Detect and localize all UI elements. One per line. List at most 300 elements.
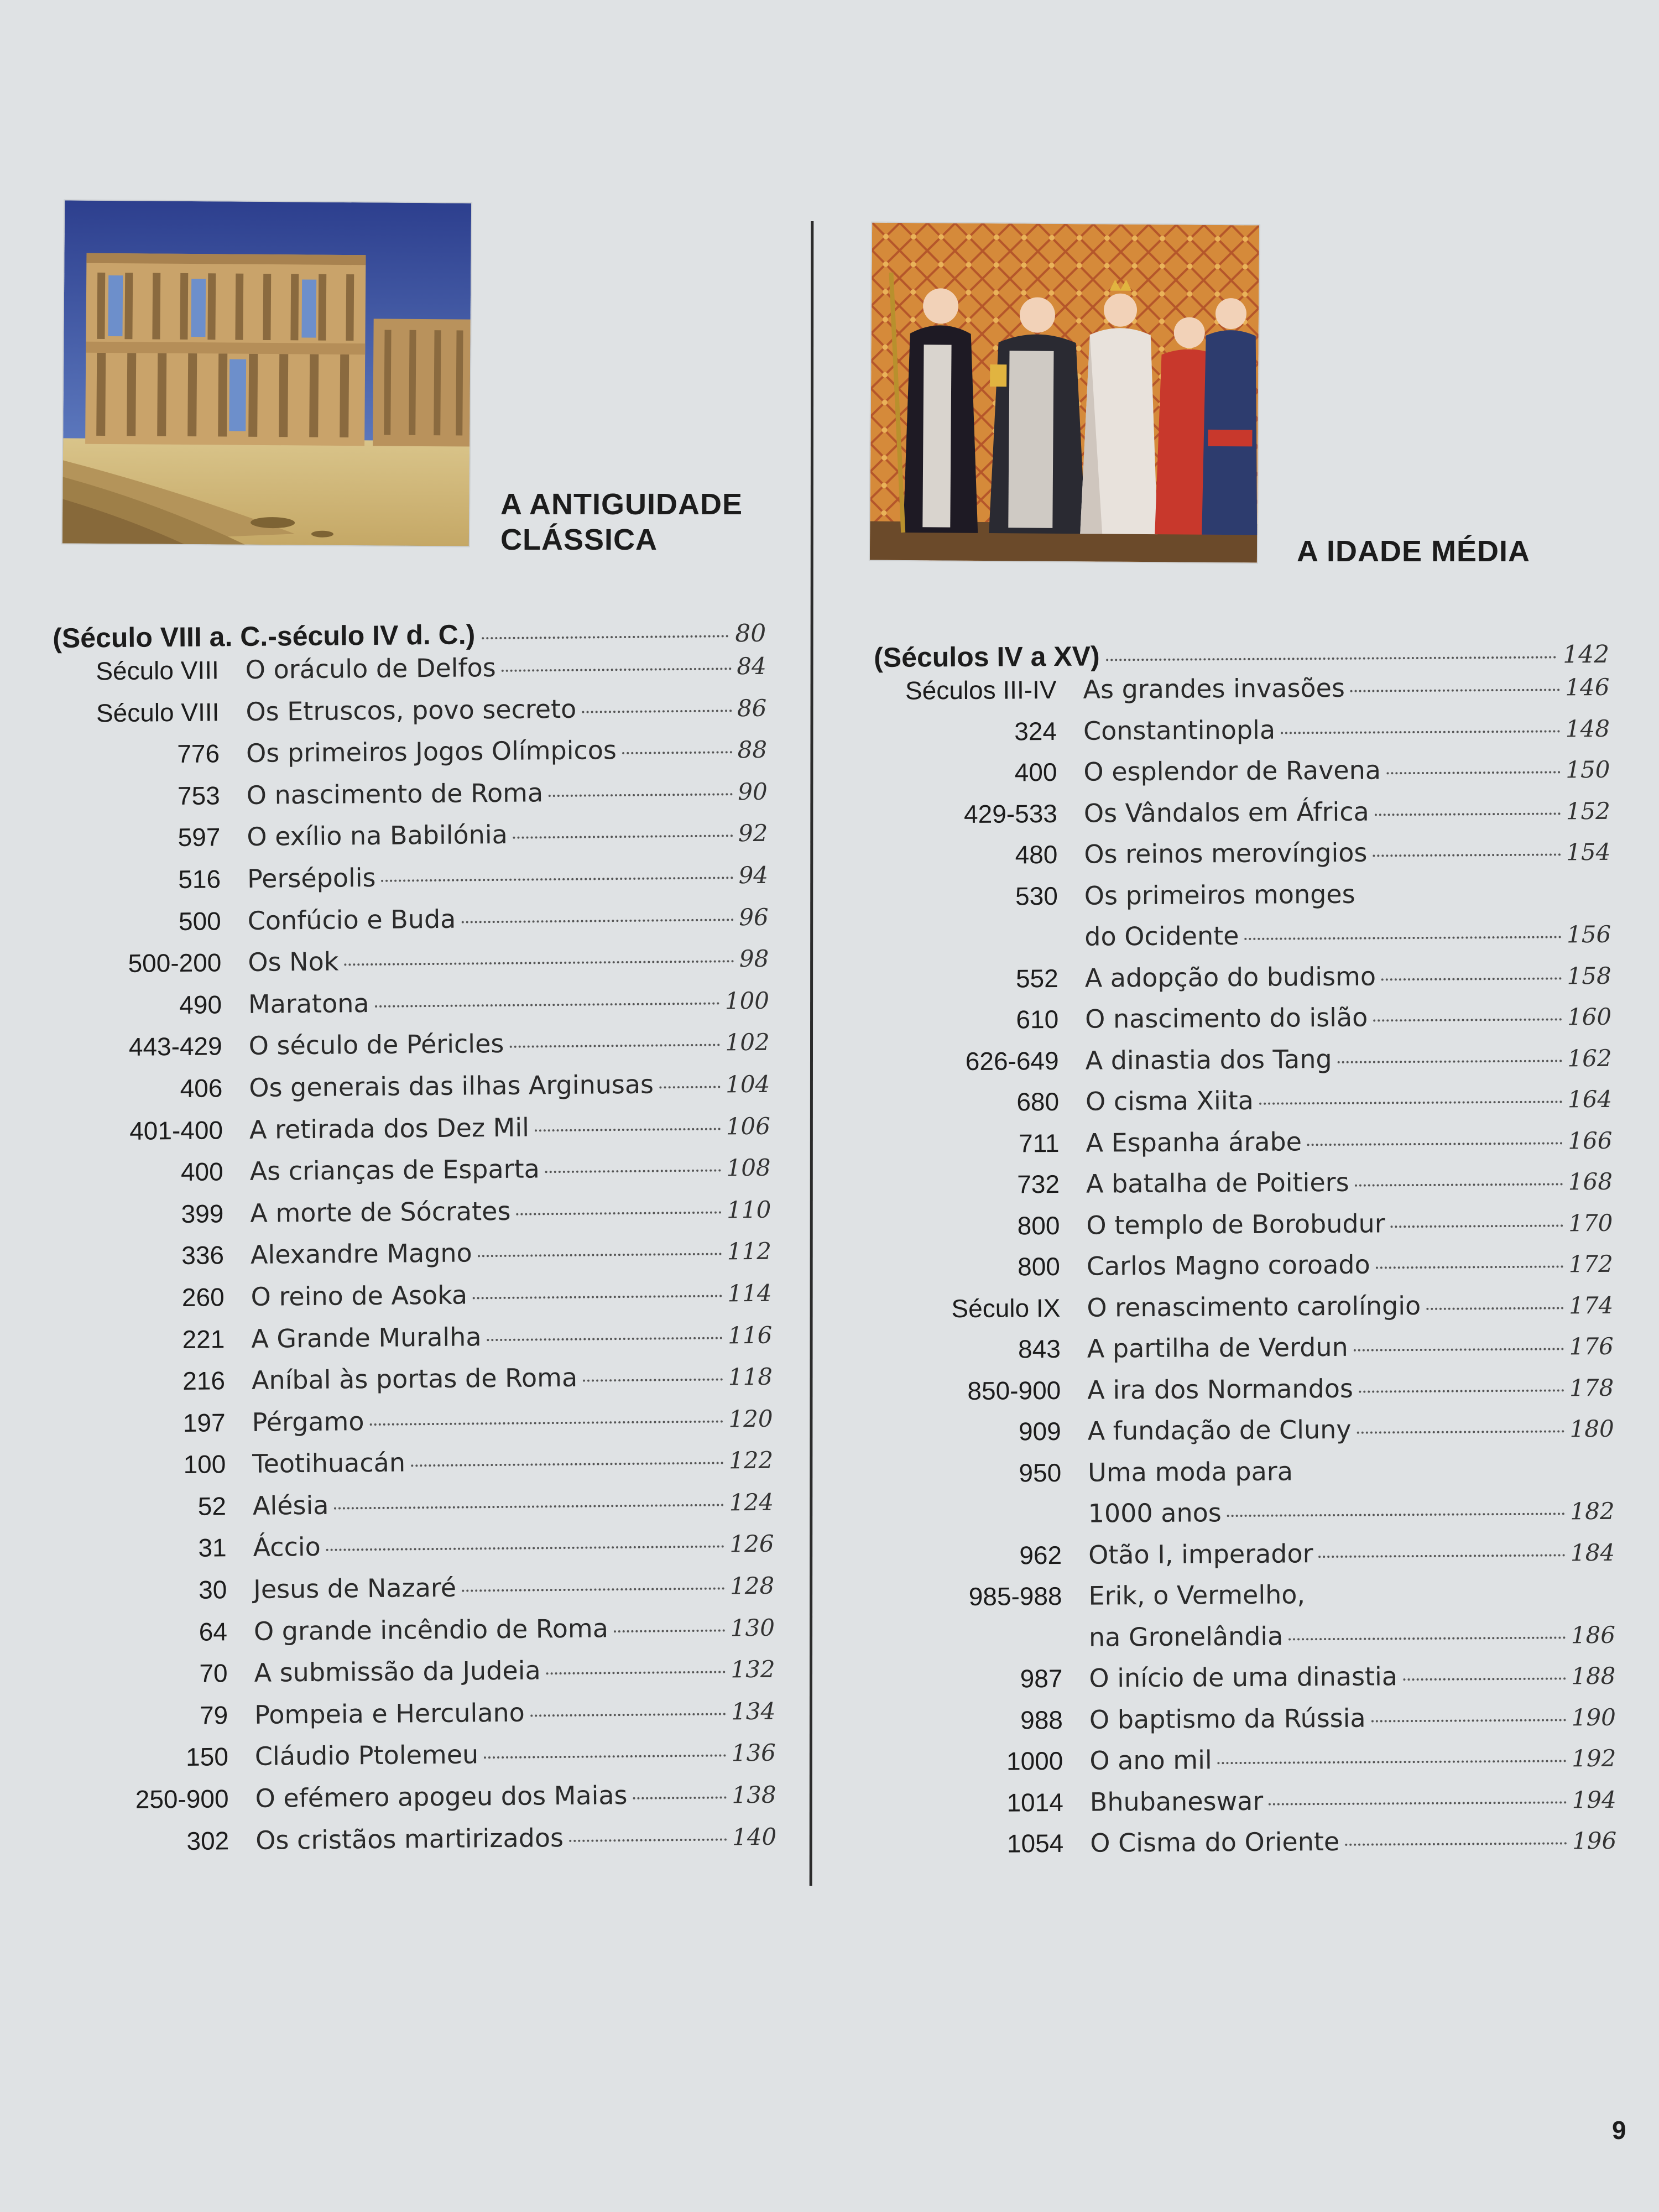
entry-date: 30 xyxy=(198,1575,227,1604)
entry-page-number: 106 xyxy=(726,1112,771,1140)
toc-entry[interactable] xyxy=(60,1444,774,1493)
dot-leader xyxy=(549,793,732,797)
toc-entry[interactable] xyxy=(880,1701,1616,1747)
toc-entry[interactable] xyxy=(59,1402,773,1451)
entry-date: 1014 xyxy=(1006,1787,1063,1817)
dot-leader xyxy=(509,1044,719,1048)
entry-title: As grandes invasões xyxy=(1083,672,1345,705)
entry-page-number: 94 xyxy=(738,861,769,889)
dot-leader xyxy=(1426,1307,1563,1310)
era-page-number: 80 xyxy=(735,619,766,648)
toc-entry[interactable] xyxy=(62,1695,776,1744)
entry-title: A fundação de Cluny xyxy=(1087,1414,1352,1446)
toc-entry[interactable] xyxy=(875,836,1610,882)
entry-page-number: 108 xyxy=(726,1154,771,1182)
entry-title: na Gronelândia xyxy=(1088,1621,1284,1652)
toc-entry[interactable] xyxy=(880,1660,1615,1706)
era-label: (Século VIII a. C.-século IV d. C.) xyxy=(53,619,476,654)
dot-leader xyxy=(614,1629,725,1632)
entry-page-number: 128 xyxy=(729,1572,775,1600)
entry-page-number: 132 xyxy=(731,1655,775,1683)
middle-ages-era-header[interactable] xyxy=(874,637,1609,676)
entry-page-number: 192 xyxy=(1572,1744,1616,1772)
entry-page-number: 92 xyxy=(738,820,768,847)
entry-page-number: 114 xyxy=(727,1279,772,1307)
entry-title: Os Vândalos em África xyxy=(1083,796,1369,828)
toc-entry[interactable] xyxy=(58,1235,772,1284)
toc-entry[interactable] xyxy=(880,1743,1616,1788)
dot-leader xyxy=(487,1337,723,1341)
entry-page-number: 154 xyxy=(1566,838,1611,866)
antiquity-era-header[interactable] xyxy=(53,616,766,656)
toc-entry[interactable] xyxy=(874,754,1610,800)
toc-entry[interactable] xyxy=(59,1319,773,1367)
dot-leader xyxy=(1345,1842,1567,1845)
entry-date: 250-900 xyxy=(135,1784,229,1814)
entry-title: A ira dos Normandos xyxy=(1087,1373,1354,1405)
toc-entry[interactable] xyxy=(875,795,1610,841)
dot-leader xyxy=(1371,1719,1566,1722)
entry-title: A Grande Muralha xyxy=(251,1321,482,1354)
entry-page-number: 184 xyxy=(1570,1538,1615,1566)
entry-title: O reino de Asoka xyxy=(251,1280,468,1312)
entry-page-number: 162 xyxy=(1567,1044,1612,1072)
dot-leader xyxy=(1319,1554,1565,1558)
entry-page-number: 124 xyxy=(729,1488,774,1516)
toc-entry[interactable] xyxy=(879,1454,1614,1500)
entry-title: As crianças de Esparta xyxy=(249,1154,540,1187)
entry-page-number: 120 xyxy=(728,1405,773,1433)
entry-page-number: 176 xyxy=(1569,1332,1614,1360)
entry-page-number: 136 xyxy=(731,1739,776,1767)
entry-date: 732 xyxy=(1017,1169,1060,1199)
entry-date: 429-533 xyxy=(963,799,1058,828)
toc-entry[interactable] xyxy=(61,1611,775,1660)
entry-date: 260 xyxy=(181,1282,225,1312)
entry-title: Os cristãos martirizados xyxy=(255,1822,564,1855)
entry-date: 443-429 xyxy=(128,1031,222,1062)
dot-leader xyxy=(462,1588,724,1592)
middle-ages-title-text: A IDADE MÉDIA xyxy=(1297,535,1531,568)
entry-page-number: 180 xyxy=(1569,1415,1614,1443)
entry-title: O cisma Xiita xyxy=(1085,1085,1254,1117)
toc-entry[interactable] xyxy=(54,776,768,824)
era-label: (Séculos IV a XV) xyxy=(874,640,1100,673)
entry-title: Os primeiros Jogos Olímpicos xyxy=(246,735,617,769)
dot-leader xyxy=(1259,1100,1562,1104)
toc-entry[interactable] xyxy=(61,1570,775,1618)
entry-date: 850-900 xyxy=(967,1375,1061,1405)
entry-date: 800 xyxy=(1017,1211,1060,1240)
entry-date: 1000 xyxy=(1006,1746,1063,1776)
entry-page-number: 100 xyxy=(724,987,770,1015)
dot-leader xyxy=(1288,1636,1565,1640)
entry-page-number: 152 xyxy=(1566,797,1611,825)
entry-title: Cláudio Ptolemeu xyxy=(254,1739,479,1772)
toc-entry[interactable] xyxy=(55,901,769,949)
dot-leader xyxy=(1107,656,1557,661)
page-number: 9 xyxy=(1612,2116,1626,2145)
dot-leader xyxy=(546,1671,726,1675)
entry-title: A dinastia dos Tang xyxy=(1085,1044,1332,1076)
entry-date: 552 xyxy=(1015,963,1058,993)
entry-date: Século VIII xyxy=(96,655,219,686)
toc-entry[interactable] xyxy=(56,1026,770,1074)
dot-leader xyxy=(1357,1430,1564,1433)
entry-date: 480 xyxy=(1015,839,1058,869)
entry-title: O início de uma dinastia xyxy=(1089,1661,1398,1693)
entry-title: 1000 anos xyxy=(1088,1498,1222,1528)
toc-entry[interactable] xyxy=(877,1207,1613,1253)
entry-page-number: 122 xyxy=(728,1446,774,1474)
dot-leader xyxy=(473,1295,722,1299)
antiquity-toc xyxy=(53,616,777,1869)
entry-title: O templo de Borobudur xyxy=(1086,1208,1385,1240)
entry-page-number: 194 xyxy=(1572,1786,1616,1813)
toc-entry[interactable] xyxy=(55,943,769,991)
entry-title: O oráculo de Delfos xyxy=(245,653,496,685)
entry-page-number: 116 xyxy=(727,1321,773,1349)
entry-title: Maratona xyxy=(248,988,369,1019)
entry-date: Século VIII xyxy=(96,697,220,727)
entry-date: 400 xyxy=(180,1157,223,1187)
medieval-miniature-image xyxy=(870,223,1259,563)
toc-entry[interactable] xyxy=(56,984,770,1032)
entry-date: 597 xyxy=(178,822,221,852)
entry-page-number: 168 xyxy=(1568,1167,1613,1196)
dot-leader xyxy=(1245,936,1562,940)
entry-page-number: 170 xyxy=(1568,1209,1613,1237)
entry-title: Os primeiros monges xyxy=(1084,879,1355,911)
entry-title: A submissão da Judeia xyxy=(254,1655,541,1688)
entry-page-number: 190 xyxy=(1571,1703,1616,1731)
entry-date: 530 xyxy=(1015,881,1058,910)
entry-date: 221 xyxy=(182,1324,225,1354)
dot-leader xyxy=(583,1379,723,1382)
middle-ages-title xyxy=(1297,534,1530,569)
entry-page-number: 112 xyxy=(727,1238,772,1265)
entry-date: 776 xyxy=(177,739,220,769)
entry-page-number: 140 xyxy=(732,1823,777,1850)
dot-leader xyxy=(484,1755,726,1759)
toc-entry[interactable] xyxy=(876,1001,1611,1047)
dot-leader xyxy=(1403,1677,1566,1681)
entry-page-number: 104 xyxy=(725,1070,770,1098)
entry-date: 985-988 xyxy=(968,1581,1062,1611)
dot-leader xyxy=(1355,1183,1563,1186)
entry-date: 100 xyxy=(183,1449,226,1479)
dot-leader xyxy=(513,835,733,839)
entry-page-number: 178 xyxy=(1569,1374,1614,1401)
entry-date: 336 xyxy=(181,1240,225,1270)
dot-leader xyxy=(370,1420,723,1426)
dot-leader xyxy=(1373,1018,1562,1021)
toc-entry[interactable] xyxy=(881,1783,1616,1829)
antiquity-section xyxy=(0,0,813,2212)
entry-date: 197 xyxy=(182,1408,226,1437)
dot-leader xyxy=(1391,1224,1563,1228)
entry-title: O baptismo da Rússia xyxy=(1089,1703,1366,1735)
dot-leader xyxy=(1227,1512,1565,1517)
entry-date: 399 xyxy=(181,1199,224,1228)
entry-title: Confúcio e Buda xyxy=(247,904,456,936)
entry-date: 711 xyxy=(1019,1128,1060,1157)
entry-title: Os reinos merovíngios xyxy=(1084,837,1368,869)
entry-date: 406 xyxy=(180,1073,223,1103)
toc-entry[interactable] xyxy=(59,1361,773,1409)
entry-date: Séculos III-IV xyxy=(905,675,1057,705)
dot-leader xyxy=(516,1211,721,1215)
dot-leader xyxy=(1354,1348,1564,1351)
toc-entry[interactable] xyxy=(62,1779,776,1827)
entry-title: A batalha de Poitiers xyxy=(1086,1167,1349,1199)
toc-entry[interactable] xyxy=(876,959,1611,1005)
entry-title: O ano mil xyxy=(1089,1745,1212,1776)
toc-entry[interactable] xyxy=(878,1331,1614,1376)
entry-date: 150 xyxy=(185,1742,229,1772)
entry-title: Uma moda para xyxy=(1088,1455,1293,1488)
entry-page-number: 102 xyxy=(725,1029,770,1056)
entry-date: 909 xyxy=(1018,1416,1061,1446)
dot-leader xyxy=(633,1796,727,1799)
entry-title: Os Etruscos, povo secreto xyxy=(246,693,577,727)
entry-page-number: 146 xyxy=(1565,673,1610,701)
toc-entry[interactable] xyxy=(877,1166,1613,1212)
toc-entry[interactable] xyxy=(60,1486,774,1535)
entry-date: 500-200 xyxy=(128,948,222,978)
entry-page-number: 84 xyxy=(737,652,766,680)
toc-entry[interactable] xyxy=(879,1413,1614,1459)
entry-date: 987 xyxy=(1020,1663,1063,1693)
dot-leader xyxy=(375,1002,719,1007)
entry-title: O efémero apogeu dos Maias xyxy=(255,1780,628,1813)
toc-entry[interactable] xyxy=(875,877,1611,923)
entry-date: 400 xyxy=(1014,757,1057,787)
dot-leader xyxy=(1386,771,1560,774)
toc-entry[interactable] xyxy=(57,1152,771,1200)
entry-title: Áccio xyxy=(253,1532,321,1563)
entry-date xyxy=(875,946,1058,947)
entry-date: 302 xyxy=(186,1825,229,1855)
middle-ages-section xyxy=(813,0,1659,2212)
toc-entry[interactable] xyxy=(881,1825,1616,1871)
entry-page-number: 148 xyxy=(1565,714,1610,742)
dot-leader xyxy=(461,919,733,923)
toc-entry[interactable] xyxy=(874,712,1610,758)
entry-title: Pompeia e Herculano xyxy=(254,1697,525,1730)
middle-ages-entry-list xyxy=(874,671,1616,1871)
antiquity-title-line1: A ANTIGUIDADE xyxy=(500,488,743,521)
entry-title: Aníbal às portas de Roma xyxy=(251,1362,578,1396)
toc-entry[interactable] xyxy=(53,650,767,698)
entry-title: Os generais das ilhas Arginusas xyxy=(249,1069,654,1103)
dot-leader xyxy=(482,635,728,639)
entry-title: A morte de Sócrates xyxy=(250,1196,511,1228)
toc-entry[interactable] xyxy=(880,1619,1615,1665)
entry-title: A retirada dos Dez Mil xyxy=(249,1112,530,1145)
entry-date: 680 xyxy=(1016,1087,1060,1117)
entry-title: Alésia xyxy=(252,1490,329,1521)
toc-entry[interactable] xyxy=(63,1820,777,1869)
toc-entry[interactable] xyxy=(58,1193,771,1241)
toc-entry[interactable] xyxy=(54,734,768,782)
entry-date: 843 xyxy=(1018,1334,1061,1364)
entry-page-number: 150 xyxy=(1566,755,1610,784)
entry-date: 626-649 xyxy=(965,1046,1059,1076)
entry-title: Teotihuacán xyxy=(252,1447,406,1479)
entry-page-number: 156 xyxy=(1566,920,1611,948)
era-page-number: 142 xyxy=(1563,640,1610,669)
toc-entry[interactable] xyxy=(877,1124,1612,1170)
entry-title: do Ocidente xyxy=(1084,920,1239,952)
entry-title: O exílio na Babilónia xyxy=(247,820,508,852)
dot-leader xyxy=(530,1713,726,1717)
toc-entry[interactable] xyxy=(874,671,1609,717)
dot-leader xyxy=(1373,853,1561,857)
dot-leader xyxy=(1218,1760,1567,1764)
entry-title: O renascimento carolíngio xyxy=(1087,1290,1421,1323)
toc-entry[interactable] xyxy=(61,1653,775,1702)
entry-date: 1054 xyxy=(1006,1828,1064,1858)
toc-entry[interactable] xyxy=(879,1495,1614,1541)
entry-page-number: 160 xyxy=(1567,1003,1612,1031)
toc-entry[interactable] xyxy=(879,1536,1615,1582)
middle-ages-toc xyxy=(874,637,1617,1871)
antiquity-entry-list xyxy=(53,650,777,1869)
toc-entry[interactable] xyxy=(55,859,769,907)
dot-leader xyxy=(1269,1801,1566,1805)
dot-leader xyxy=(326,1546,724,1551)
entry-page-number: 96 xyxy=(739,903,769,931)
entry-page-number: 134 xyxy=(731,1697,776,1725)
toc-entry[interactable] xyxy=(876,1042,1611,1088)
entry-date: 516 xyxy=(178,864,221,894)
dot-leader xyxy=(582,709,732,713)
dot-leader xyxy=(411,1462,723,1467)
entry-title: O esplendor de Ravena xyxy=(1083,755,1381,787)
toc-entry[interactable] xyxy=(62,1737,776,1785)
entry-page-number: 186 xyxy=(1571,1621,1616,1648)
toc-entry[interactable] xyxy=(60,1528,774,1576)
entry-date: 401-400 xyxy=(129,1115,223,1145)
antiquity-title xyxy=(500,487,743,557)
toc-entry[interactable] xyxy=(875,919,1611,964)
entry-date: 31 xyxy=(198,1533,227,1563)
toc-entry[interactable] xyxy=(53,692,767,740)
entry-page-number: 86 xyxy=(737,694,767,722)
entry-title: A Espanha árabe xyxy=(1086,1126,1302,1158)
antiquity-title-line2: CLÁSSICA xyxy=(500,523,658,556)
entry-page-number: 88 xyxy=(737,735,768,764)
entry-date: 324 xyxy=(1014,716,1057,745)
entry-date: 79 xyxy=(199,1700,228,1730)
entry-page-number: 174 xyxy=(1569,1291,1614,1319)
dot-leader xyxy=(478,1253,722,1258)
toc-entry[interactable] xyxy=(58,1277,772,1326)
toc-entry[interactable] xyxy=(878,1248,1613,1294)
entry-title: Bhubaneswar xyxy=(1089,1786,1264,1817)
entry-page-number: 98 xyxy=(739,945,769,973)
entry-page-number: 188 xyxy=(1571,1662,1616,1690)
entry-date: 70 xyxy=(199,1658,228,1688)
entry-page-number: 164 xyxy=(1567,1085,1613,1113)
dot-leader xyxy=(1307,1142,1562,1146)
entry-page-number: 182 xyxy=(1570,1497,1615,1525)
entry-date xyxy=(880,1646,1062,1647)
entry-page-number: 110 xyxy=(726,1196,771,1224)
entry-date: 64 xyxy=(199,1616,228,1646)
entry-date: 490 xyxy=(179,990,222,1019)
toc-entry[interactable] xyxy=(56,1068,770,1117)
entry-date: 500 xyxy=(178,906,221,936)
toc-entry[interactable] xyxy=(54,817,768,865)
entry-title: A partilha de Verdun xyxy=(1087,1332,1348,1364)
entry-page-number: 118 xyxy=(728,1363,773,1391)
dot-leader xyxy=(569,1838,727,1841)
dot-leader xyxy=(1375,812,1561,816)
dot-leader xyxy=(535,1128,721,1131)
entry-title: O nascimento do islão xyxy=(1085,1002,1368,1034)
entry-page-number: 90 xyxy=(738,778,768,805)
entry-title: Erik, o Vermelho, xyxy=(1088,1579,1306,1611)
dot-leader xyxy=(545,1170,721,1173)
entry-title: Carlos Magno coroado xyxy=(1086,1249,1370,1281)
entry-title: Alexandre Magno xyxy=(250,1238,472,1270)
dot-leader xyxy=(344,960,734,966)
entry-title: Constantinopla xyxy=(1083,714,1276,746)
entry-title: Os Nok xyxy=(248,946,339,978)
entry-date: 988 xyxy=(1020,1705,1063,1734)
entry-page-number: 158 xyxy=(1567,962,1611,989)
entry-title: O Cisma do Oriente xyxy=(1090,1826,1340,1858)
dot-leader xyxy=(334,1504,723,1509)
toc-entry[interactable] xyxy=(878,1371,1614,1417)
roman-theatre-illustration xyxy=(62,200,471,546)
entry-date: 610 xyxy=(1016,1004,1059,1034)
entry-date: 216 xyxy=(182,1366,226,1396)
entry-title: Jesus de Nazaré xyxy=(253,1572,457,1604)
dot-leader xyxy=(1338,1060,1562,1063)
roman-theatre-image xyxy=(62,200,471,546)
dot-leader xyxy=(1376,1265,1563,1269)
dot-leader xyxy=(622,751,732,754)
entry-page-number: 130 xyxy=(730,1614,775,1642)
entry-page-number: 138 xyxy=(732,1781,776,1809)
toc-entry[interactable] xyxy=(879,1578,1615,1624)
dot-leader xyxy=(1381,977,1562,980)
toc-entry[interactable] xyxy=(878,1289,1613,1335)
toc-entry[interactable] xyxy=(57,1110,771,1158)
entry-title: O nascimento de Roma xyxy=(246,778,544,810)
entry-page-number: 196 xyxy=(1572,1827,1617,1855)
entry-date: 753 xyxy=(177,781,220,810)
entry-date: 962 xyxy=(1019,1540,1062,1569)
entry-date: 800 xyxy=(1018,1251,1061,1281)
entry-date xyxy=(879,1522,1062,1524)
entry-date: 52 xyxy=(197,1491,227,1521)
toc-entry[interactable] xyxy=(877,1083,1612,1129)
entry-title: A adopção do budismo xyxy=(1084,961,1376,993)
dot-leader xyxy=(659,1086,720,1088)
dot-leader xyxy=(1350,688,1560,692)
entry-date: Século IX xyxy=(951,1293,1061,1323)
dot-leader xyxy=(382,877,733,882)
entry-page-number: 166 xyxy=(1568,1126,1613,1154)
dot-leader xyxy=(1359,1389,1564,1392)
entry-page-number: 172 xyxy=(1568,1250,1614,1278)
entry-title: Persépolis xyxy=(247,862,376,894)
entry-title: O grande incêndio de Roma xyxy=(253,1613,609,1646)
